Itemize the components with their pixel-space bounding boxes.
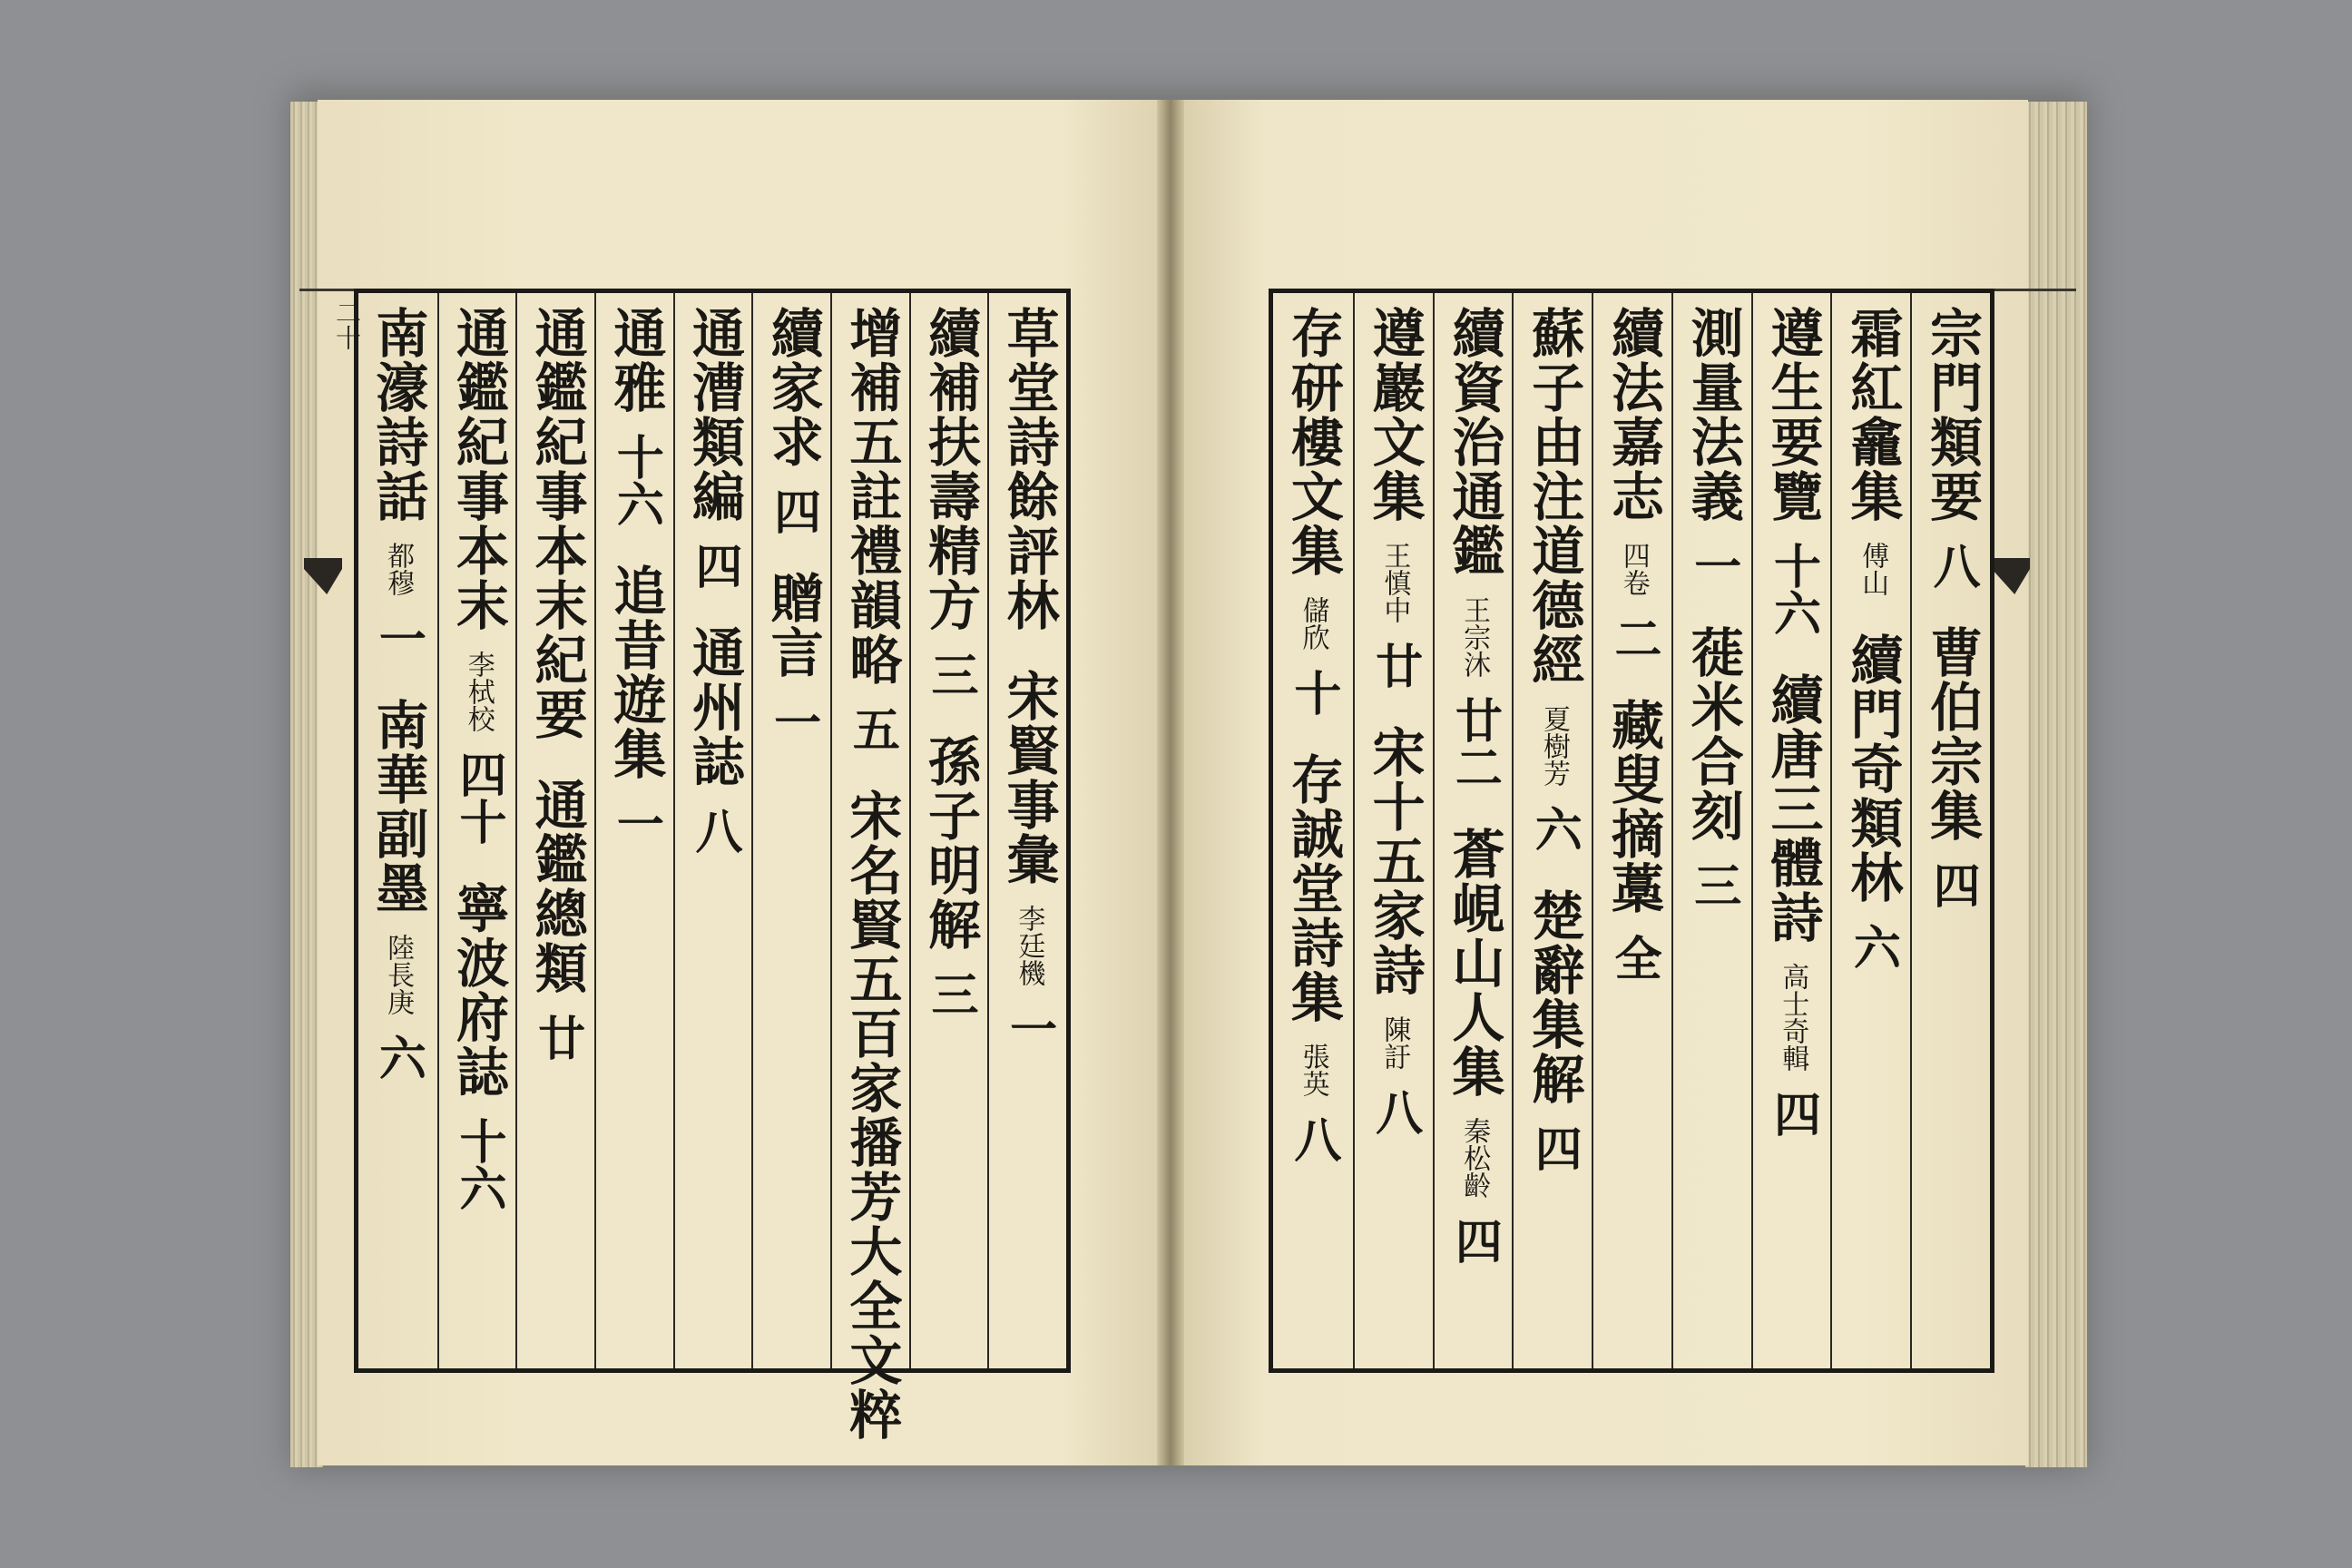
book-author: 王宗沐 <box>1458 596 1491 678</box>
book-title: 霜紅龕集 <box>1841 306 1904 524</box>
book-title: 曹伯宗集 <box>1921 625 1984 843</box>
volume-count: 四 <box>1446 1217 1503 1264</box>
catalog-column <box>1910 293 1992 1368</box>
volume-count: 二 <box>1605 614 1661 662</box>
book-title: 增補五註禮韻略 <box>840 306 903 687</box>
book-title: 續資治通鑑 <box>1443 306 1505 578</box>
book-title: 贈言 <box>761 571 824 680</box>
catalog-column <box>437 293 518 1368</box>
book-title: 蒼峴山人集 <box>1443 827 1505 1099</box>
catalog-column <box>1830 293 1912 1368</box>
book-title: 續門奇類林 <box>1841 632 1904 905</box>
catalog-column <box>751 293 832 1368</box>
volume-count: 六 <box>1845 923 1901 970</box>
volume-count: 廿 <box>1367 642 1423 689</box>
volume-count: 八 <box>686 807 742 854</box>
volume-count: 四 <box>765 487 821 534</box>
book-author: 陸長庚 <box>382 934 415 1015</box>
book-title: 通鑑紀事本末紀要 <box>525 306 588 741</box>
volume-count: 三 <box>1685 861 1741 908</box>
volume-count: 三 <box>922 651 978 698</box>
volume-count: 八 <box>1367 1088 1423 1135</box>
book-title: 藏叟摘藁 <box>1602 698 1664 916</box>
volume-count: 六 <box>1526 805 1583 852</box>
book-author: 高士奇輯 <box>1777 963 1809 1072</box>
right-page-frame <box>1269 289 1994 1373</box>
volume-count: 三 <box>922 970 978 1017</box>
catalog-column <box>1671 293 1753 1368</box>
volume-count: 四 <box>686 542 742 589</box>
book-title: 通雅 <box>604 306 667 415</box>
volume-count: 廿 <box>529 1014 585 1061</box>
catalog-column <box>1512 293 1593 1368</box>
book-author: 都穆 <box>382 542 415 596</box>
book-author: 四卷 <box>1617 542 1650 596</box>
page-edge-right <box>2025 102 2087 1467</box>
book-author: 陳訏 <box>1378 1015 1411 1070</box>
volume-count: 一 <box>765 698 821 745</box>
book-title: 存研樓文集 <box>1281 306 1344 578</box>
book-title: 通鑑紀事本末 <box>446 306 509 632</box>
volume-count: 全 <box>1605 934 1661 981</box>
book-title: 通鑑總類 <box>525 778 588 995</box>
book-title: 通州誌 <box>682 625 745 789</box>
book-author: 傅山 <box>1857 542 1889 596</box>
catalog-column <box>1273 293 1353 1368</box>
book-title: 存誠堂詩集 <box>1281 752 1344 1024</box>
book-title: 通漕類編 <box>682 306 745 524</box>
volume-count: 十 <box>1285 669 1341 716</box>
book-title: 楚辭集解 <box>1523 888 1585 1106</box>
catalog-column <box>594 293 675 1368</box>
book-gutter <box>1157 100 1184 1465</box>
volume-count: 四 <box>1765 1090 1821 1137</box>
folio-number: 二十 <box>332 299 362 350</box>
book-title: 寧波府誌 <box>446 881 509 1099</box>
book-title: 蘇子由注道德經 <box>1523 306 1585 687</box>
volume-count: 六 <box>370 1034 426 1081</box>
volume-count: 八 <box>1285 1115 1341 1162</box>
catalog-column <box>830 293 911 1442</box>
book-title: 宗門類要 <box>1921 306 1984 524</box>
catalog-column <box>1751 293 1833 1368</box>
book-title: 宋名賢五百家播芳大全文粹 <box>840 789 903 1442</box>
volume-count: 四十 <box>450 750 506 845</box>
left-page-frame <box>354 289 1071 1442</box>
volume-count: 一 <box>608 799 664 847</box>
catalog-column <box>1592 293 1673 1368</box>
book-title: 續法嘉志 <box>1602 306 1664 524</box>
volume-count: 一 <box>370 614 426 662</box>
book-title: 孫子明解 <box>918 734 981 952</box>
book-author: 李栻校 <box>462 651 495 732</box>
volume-count: 一 <box>1001 1004 1057 1052</box>
book-title: 南濠詩話 <box>367 306 429 524</box>
book-title: 追昔遊集 <box>604 564 667 781</box>
catalog-column <box>909 293 990 1368</box>
book-title: 遵生要覽 <box>1761 306 1824 524</box>
binding-thread <box>1994 289 2076 291</box>
volume-count: 四 <box>1526 1124 1583 1171</box>
book-title: 續唐三體詩 <box>1761 672 1824 945</box>
book-title: 測量法義 <box>1681 306 1744 524</box>
book-title: 南華副墨 <box>367 698 429 916</box>
volume-count: 十六 <box>1765 542 1821 636</box>
volume-count: 十六 <box>450 1117 506 1211</box>
volume-count: 廿二 <box>1446 696 1503 790</box>
volume-count: 十六 <box>608 433 664 527</box>
book-author: 李廷機 <box>1013 905 1045 986</box>
book-title: 蓰米合刻 <box>1681 625 1744 843</box>
book-title: 續補扶壽精方 <box>918 306 981 632</box>
book-author: 儲欣 <box>1297 596 1329 651</box>
binding-thread <box>299 289 354 291</box>
volume-count: 四 <box>1925 861 1981 908</box>
book-author: 張英 <box>1297 1043 1329 1097</box>
book-title: 宋賢事彙 <box>997 669 1060 887</box>
volume-count: 八 <box>1925 542 1981 589</box>
volume-count: 五 <box>844 705 900 752</box>
book-title: 遵巖文集 <box>1363 306 1426 524</box>
catalog-column <box>673 293 754 1368</box>
book-author: 王慎中 <box>1378 542 1411 623</box>
volume-count: 一 <box>1685 542 1741 589</box>
catalog-column <box>1353 293 1435 1368</box>
book-title: 宋十五家詩 <box>1363 725 1426 997</box>
book-title: 草堂詩餘評林 <box>997 306 1060 632</box>
book-title: 續家求 <box>761 306 824 469</box>
book-author: 夏樹芳 <box>1537 705 1570 787</box>
catalog-column <box>358 293 437 1368</box>
catalog-column <box>987 293 1068 1368</box>
book-author: 秦松齡 <box>1458 1117 1491 1199</box>
catalog-column <box>515 293 596 1368</box>
catalog-column <box>1433 293 1514 1368</box>
